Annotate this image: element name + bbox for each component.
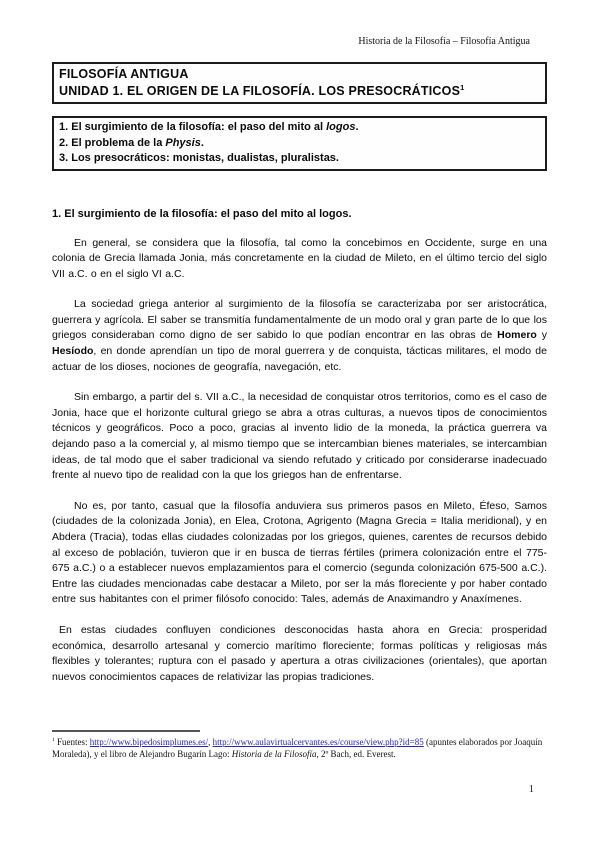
title-footnote-ref: 1 (460, 82, 465, 92)
paragraph-5: En estas ciudades confluyen condiciones desconocidas hasta ahora en Grecia: prosperidad económica, desarrollo artesanal y comercio marítimo floreciente; formas políticas y religiosas más flexibles y tolerantes; ruptura con el pasado y apertura a otras civilizaciones (orientales), que aportan nuevos conocimientos capaces de relativizar las propias tradiciones. (52, 623, 547, 683)
section-heading: 1. El surgimiento de la filosofía: el paso del mito al logos. (52, 207, 352, 220)
footnote-rule (52, 730, 200, 732)
bold-hesiodo: Hesíodo (52, 345, 94, 358)
outline-item-1: 1. El surgimiento de la filosofía: el paso del mito al logos. (59, 121, 359, 133)
page-number: 1 (528, 784, 534, 795)
title-box-line1: FILOSOFÍA ANTIGUA (59, 67, 189, 81)
footnote-marker: 1 (52, 737, 55, 743)
title-box-line2: UNIDAD 1. EL ORIGEN DE LA FILOSOFÍA. LOS PRESOCRÁTICOS$^1$ (59, 82, 465, 98)
outline-box (52, 116, 547, 171)
paragraph-3: Sin embargo, a partir del s. VII a.C., la necesidad de conquistar otros territorios, como es el caso de Jonia, hace que el horizonte cultural griego se abra a otras culturas, a nuevos tipos de conocimientos técnicos y geográficos. Poco a poco, gracias al invento lidio de la moneda, la práctica guerrera va dejando paso a la comercial y, al mismo tiempo que se intercambian bienes materiales, se intercambian ideas, de tal modo que el saber tradicional va siendo refutado y criticado por considerarse inadecuado frente al nuevo tipo de realidad con la que los griegos han de enfrentarse. (52, 391, 547, 482)
paragraph-2: La sociedad griega anterior al surgimiento de la filosofía se caracterizaba por ser aristocrática, guerrera y agrícola. El saber se transmitía fundamentalmente de un modo oral y gran parte de lo que los griegos consideraban como digno de ser sabido lo que podían encontrar en las obras de Homero y Hesíodo, en donde aprendían un tipo de moral guerrera y de conquista, tácticas militares, el modo de actuar de los dioses, nociones de geografía, navegación, etc. (52, 298, 548, 373)
footnote-text: $^1$ Fuentes: http://www.bipedosimplumes.es/, http://www.aulavirtualcervantes.es/course/view.php?id=85 (apuntes elaborados por Joaquín Moraleda), y el libro de Alejandro Bugarín Lago: Historia de la Filosofía, 2º Bach, ed. Everest. (52, 737, 543, 759)
book-title: Historia de la Filosofía (231, 749, 317, 759)
bold-homero: Homero (497, 329, 537, 342)
document-content (52, 0, 547, 685)
outline-item-3: 3. Los presocráticos: monistas, dualistas, pluralistas. (59, 152, 339, 164)
title-box (52, 62, 547, 104)
footnote-area (52, 730, 547, 760)
outline-item-2: 2. El problema de la Physis. (59, 136, 204, 149)
header-title: Historia de la Filosofía – Filosofía Antigua (358, 36, 530, 47)
footnote-link-1[interactable]: http://www.bipedosimplumes.es/ (89, 737, 209, 747)
paragraph-4: No es, por tanto, casual que la filosofía anduviera sus primeros pasos en Mileto, Éfeso, Samos (ciudades de la colonizada Jonia), en Elea, Crotona, Agrigento (Magna Grecia = Italia meridional), y en Abdera (Tracia), todas ellas ciudades colonizadas por los griegos, quienes, carentes de recursos debido al exceso de población, tuvieron que ir en busca de tierras fértiles (primera colonización entre el 775-675 a.C.) o a establecer nuevos emplazamientos para el comercio (segunda colonización 675-500 a.C.). Entre las ciudades mencionadas cabe destacar a Mileto, por ser la más floreciente y por haber contado entre sus habitantes con el primer filósofo conocido: Tales, además de Anaximandro y Anaxímenes. (52, 499, 547, 606)
paragraph-1: En general, se considera que la filosofía, tal como la concebimos en Occidente, surge en una colonia de Grecia llamada Jonia, más concretamente en la ciudad de Mileto, en el último tercio del siglo VII a.C. o en el siglo VI a.C. (52, 236, 547, 280)
footnote-link-2[interactable]: http://www.aulavirtualcervantes.es/course/view.php?id=85 (212, 737, 424, 747)
